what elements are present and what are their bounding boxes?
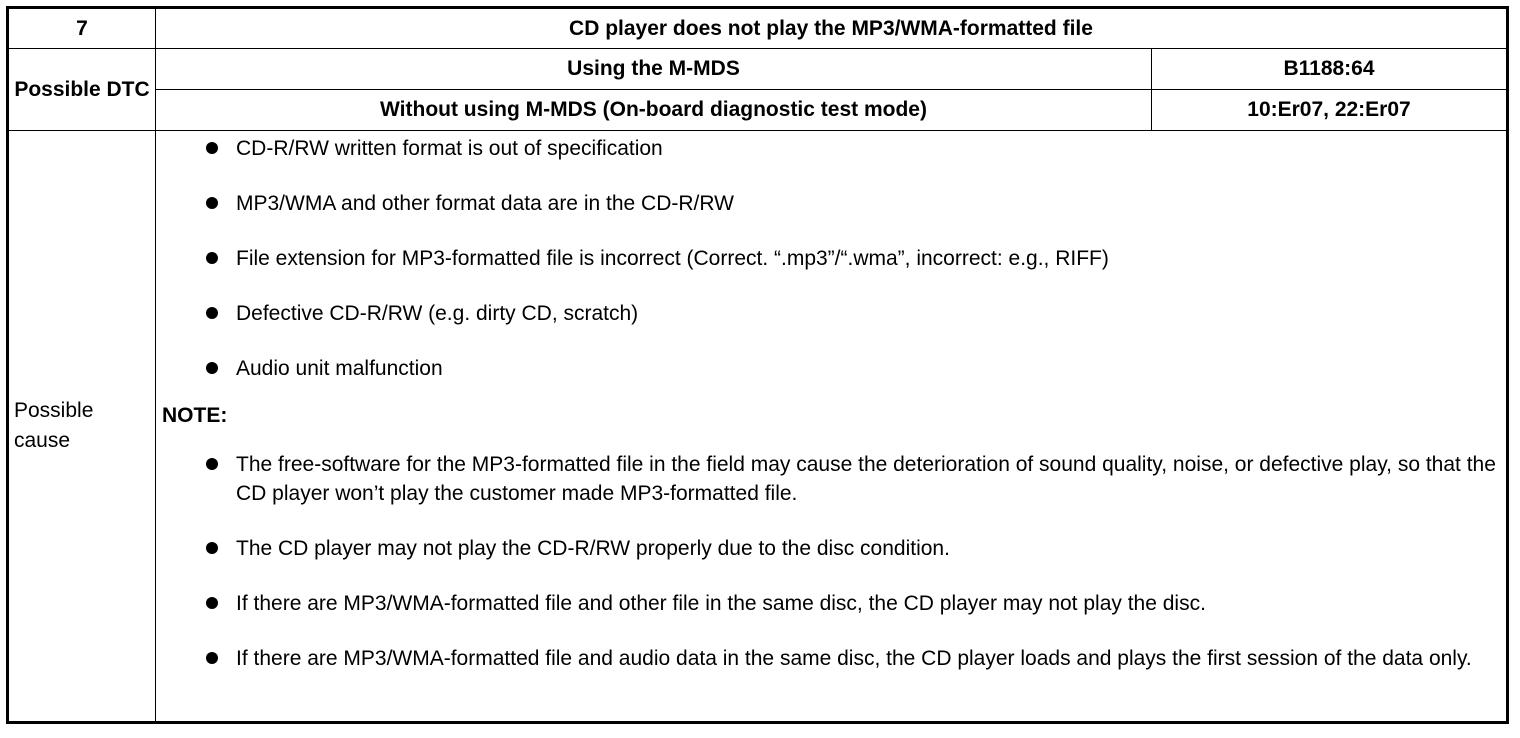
bullet-icon [206,597,218,609]
cause-row [8,131,1508,723]
list-item-text: The CD player may not play the CD-R/RW properly due to the disc condition. [236,537,950,560]
possible-cause-content [156,131,1508,723]
list-item-text: If there are MP3/WMA-formatted file and other file in the same disc, the CD player may not play the disc. [236,592,1206,615]
list-item-text: The free-software for the MP3-formatted file in the field may cause the deterioration of sound quality, noise, or defective play, so that the CD player won’t play the customer made MP3-formatted file. [236,453,1496,505]
list-item-text: Audio unit malfunction [236,357,443,380]
title-row [8,8,1508,49]
bullet-icon [206,307,218,319]
list-item-text: If there are MP3/WMA-formatted file and audio data in the same disc, the CD player loads and plays the first session of the data only. [236,647,1472,670]
list-item [162,644,1496,673]
list-item [162,534,1496,563]
bullet-icon [206,542,218,554]
bullet-icon [206,362,218,374]
bullet-icon [206,652,218,664]
possible-cause-label-text: Possible cause [14,399,94,452]
bullet-icon [206,252,218,264]
bullet-icon [206,197,218,209]
dtc-row [8,90,1508,131]
list-item [162,354,1496,383]
possible-dtc-label-text: Possible DTC [14,77,150,101]
list-item-text: MP3/WMA and other format data are in the CD-R/RW [236,192,734,215]
list-item-text: CD-R/RW written format is out of specification [236,137,663,160]
list-item [162,450,1496,508]
cause-list [162,134,1496,383]
dtc-method: Using the M-MDS [156,49,1152,90]
dtc-method: Without using M-MDS (On-board diagnostic test mode) [156,90,1152,131]
dtc-row [8,49,1508,90]
list-item [162,134,1496,163]
list-item [162,299,1496,328]
list-item [162,589,1496,618]
list-item [162,244,1496,273]
note-list [162,450,1496,673]
list-item-text: File extension for MP3-formatted file is incorrect (Correct. “.mp3”/“.wma”, incorrect: e.g., RIFF) [236,247,1109,270]
dtc-code: B1188:64 [1152,49,1508,90]
list-item-text: Defective CD-R/RW (e.g. dirty CD, scratch) [236,302,639,325]
list-item [162,189,1496,218]
dtc-code: 10:Er07, 22:Er07 [1152,90,1508,131]
troubleshooting-table [6,6,1509,724]
step-title: CD player does not play the MP3/WMA-formatted file [156,8,1508,49]
step-number: 7 [8,8,156,49]
possible-cause-label [8,131,156,723]
bullet-icon [206,458,218,470]
bullet-icon [206,142,218,154]
note-heading: NOTE: [162,404,228,427]
possible-dtc-label [8,49,156,131]
